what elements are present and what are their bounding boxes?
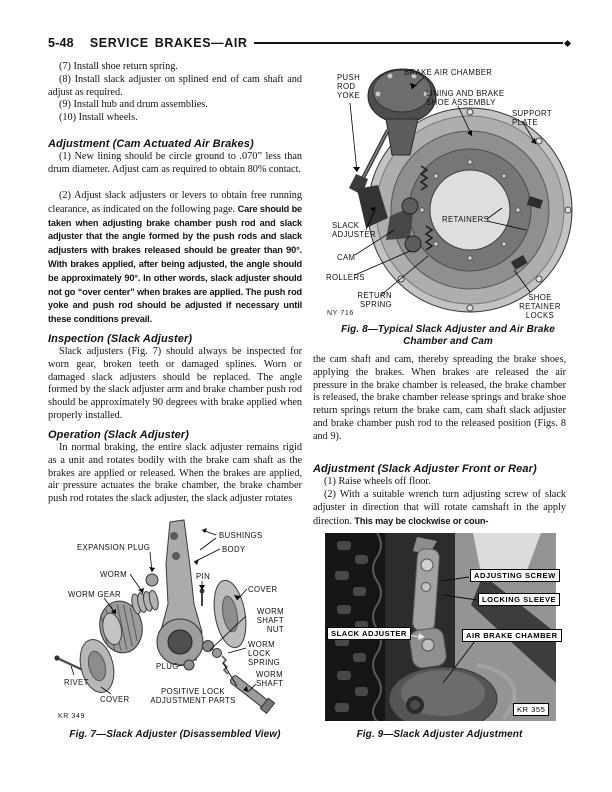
figure-7 xyxy=(44,514,306,726)
fig8-label-shoe-retainer-locks: SHOE RETAINER LOCKS xyxy=(519,293,561,320)
header-rule xyxy=(254,42,563,44)
fig9-label-air-brake-chamber: AIR BRAKE CHAMBER xyxy=(462,629,562,642)
adjustment-step-2-emphasis: Care should be taken when adjusting brake chamber push rod and slack adjuster that the angle formed by the push rods and slack adjusters with brakes released should be greater than 90°. With brakes applied, after being adjusted, the angle should be approximately 90°. In other words, slack adjuster should not go “over center” when brakes are applied. The push rod yoke and push rod should be adjusted if necessary until these conditions prevail. xyxy=(48,203,302,325)
slack-adjustment-step-2 xyxy=(313,489,566,528)
install-step: (8) Install slack adjuster on splined end of cam shaft and adjust as required. xyxy=(48,73,302,98)
left-column-steps xyxy=(48,61,302,125)
continuation-paragraph: the cam shaft and cam, thereby spreading the brake shoes, applying the brakes. When brakes are released the air pressure in the brake chamber is released, the brake chamber is released, the brake chamber release springs and brake shoe return springs return the brake cam, cam shaft slack adjuster and brake chamber push rod to the released position (Figs. 8 and 9). xyxy=(313,354,566,442)
section-heading-adjustment-slack: Adjustment (Slack Adjuster Front or Rear) xyxy=(313,463,537,475)
fig9-label-locking-sleeve: LOCKING SLEEVE xyxy=(478,593,560,606)
fig8-label-retainers: RETAINERS xyxy=(442,215,490,224)
fig7-label-pin: PIN xyxy=(196,572,211,581)
fig8-photo-code: NY 716 xyxy=(327,310,354,317)
fig7-label-bushings: BUSHINGS xyxy=(219,531,263,540)
fig8-caption-line2: Chamber and Cam xyxy=(403,336,493,347)
fig8-label-support-plate: SUPPORT PLATE xyxy=(512,109,552,127)
fig7-label-worm-gear: WORM GEAR xyxy=(68,590,121,599)
fig7-label-rivet: RIVET xyxy=(64,678,89,687)
fig9-caption: Fig. 9—Slack Adjuster Adjustment xyxy=(356,729,523,740)
slack-adjustment-step-2-text: (2) With a suitable wrench turn adjusting screw of slack adjuster in direction that will rotate camshaft in the apply direction. xyxy=(313,489,566,527)
fig7-label-plug: PLUG xyxy=(156,662,179,671)
operation-paragraph: In normal braking, the entire slack adjuster remains rigid as a unit and rotates bodily with the brake cam shaft as the brakes are applied or released. When the brakes are applied, air pressure actuates the brake chamber, the brake chamber push rod rotates the slack adjuster, the slack adjuster rotates xyxy=(48,442,302,505)
fig8-label-slack-adjuster: SLACK ADJUSTER xyxy=(332,221,376,239)
adjustment-step-2-text: (2) Adjust slack adjusters or levers to obtain free running clearance, as indicated on the following page. xyxy=(48,190,302,215)
adjustment-step-1: (1) New lining should be circle ground to .070” less than drum diameter. Adjust cam as required to obtain 80% contact. xyxy=(48,151,302,175)
fig9-photo-code: KR 355 xyxy=(513,703,549,716)
fig8-caption-line1: Fig. 8—Typical Slack Adjuster and Air Brake xyxy=(341,324,555,335)
fig8-label-brake-air-chamber: BRAKE AIR CHAMBER xyxy=(404,68,493,77)
install-step: (10) Install wheels. xyxy=(59,112,138,124)
fig7-label-worm-shaft: WORM SHAFT xyxy=(256,670,284,688)
adjustment-step-2 xyxy=(48,190,302,327)
fig7-label-cover-right: COVER xyxy=(248,585,278,594)
figure-8 xyxy=(320,58,576,352)
fig9-label-slack-adjuster: SLACK ADJUSTER xyxy=(327,627,411,640)
section-heading-operation: Operation (Slack Adjuster) xyxy=(48,429,189,441)
fig7-caption: Fig. 7—Slack Adjuster (Disassembled View) xyxy=(69,729,281,740)
fig7-label-worm-shaft-nut: WORM SHAFT NUT xyxy=(256,607,284,634)
fig7-label-worm: WORM xyxy=(100,570,127,579)
slack-adjustment-step-1: (1) Raise wheels off floor. xyxy=(324,476,431,487)
fig9-label-adjusting-screw: ADJUSTING SCREW xyxy=(470,569,560,582)
fig7-label-body: BODY xyxy=(222,545,246,554)
fig8-label-lining: LINING AND BRAKE SHOE ASSEMBLY xyxy=(426,89,505,107)
section-heading-adjustment-cam: Adjustment (Cam Actuated Air Brakes) xyxy=(48,138,254,150)
fig7-label-positive-lock: POSITIVE LOCK ADJUSTMENT PARTS xyxy=(150,687,236,705)
fig8-label-return-spring: RETURN SPRING xyxy=(357,291,392,309)
fig7-photo-code: KR 349 xyxy=(58,713,85,720)
diamond-icon xyxy=(564,39,571,46)
fig8-label-cam: CAM xyxy=(337,253,356,262)
install-step: (7) Install shoe return spring. xyxy=(59,61,178,72)
fig8-label-push-rod-yoke: PUSH ROD YOKE xyxy=(337,73,361,100)
fig7-label-worm-lock-spring: WORM LOCK SPRING xyxy=(248,640,280,667)
fig7-label-cover-left: COVER xyxy=(100,695,130,704)
inspection-paragraph: Slack adjusters (Fig. 7) should always be inspected for worn gear, broken teeth or damaged splines. Worn or damaged slack adjusters should be replaced. The angle formed by the slack adjuster arm and brake chamber push rod should be approximately 90 degrees with brake applied when properly installed. xyxy=(48,346,302,421)
page-title: SERVICE BRAKES—AIR xyxy=(89,36,248,50)
install-step: (9) Install hub and drum assemblies. xyxy=(59,99,208,111)
page-number: 5-48 xyxy=(48,36,74,50)
section-heading-inspection: Inspection (Slack Adjuster) xyxy=(48,333,193,345)
page-header xyxy=(48,36,570,50)
fig7-label-expansion-plug: EXPANSION PLUG xyxy=(77,543,151,552)
slack-adjustment-step-2-emphasis: This may be clockwise or coun- xyxy=(354,515,489,526)
fig8-label-rollers: ROLLERS xyxy=(326,273,365,282)
figure-9 xyxy=(325,533,556,721)
